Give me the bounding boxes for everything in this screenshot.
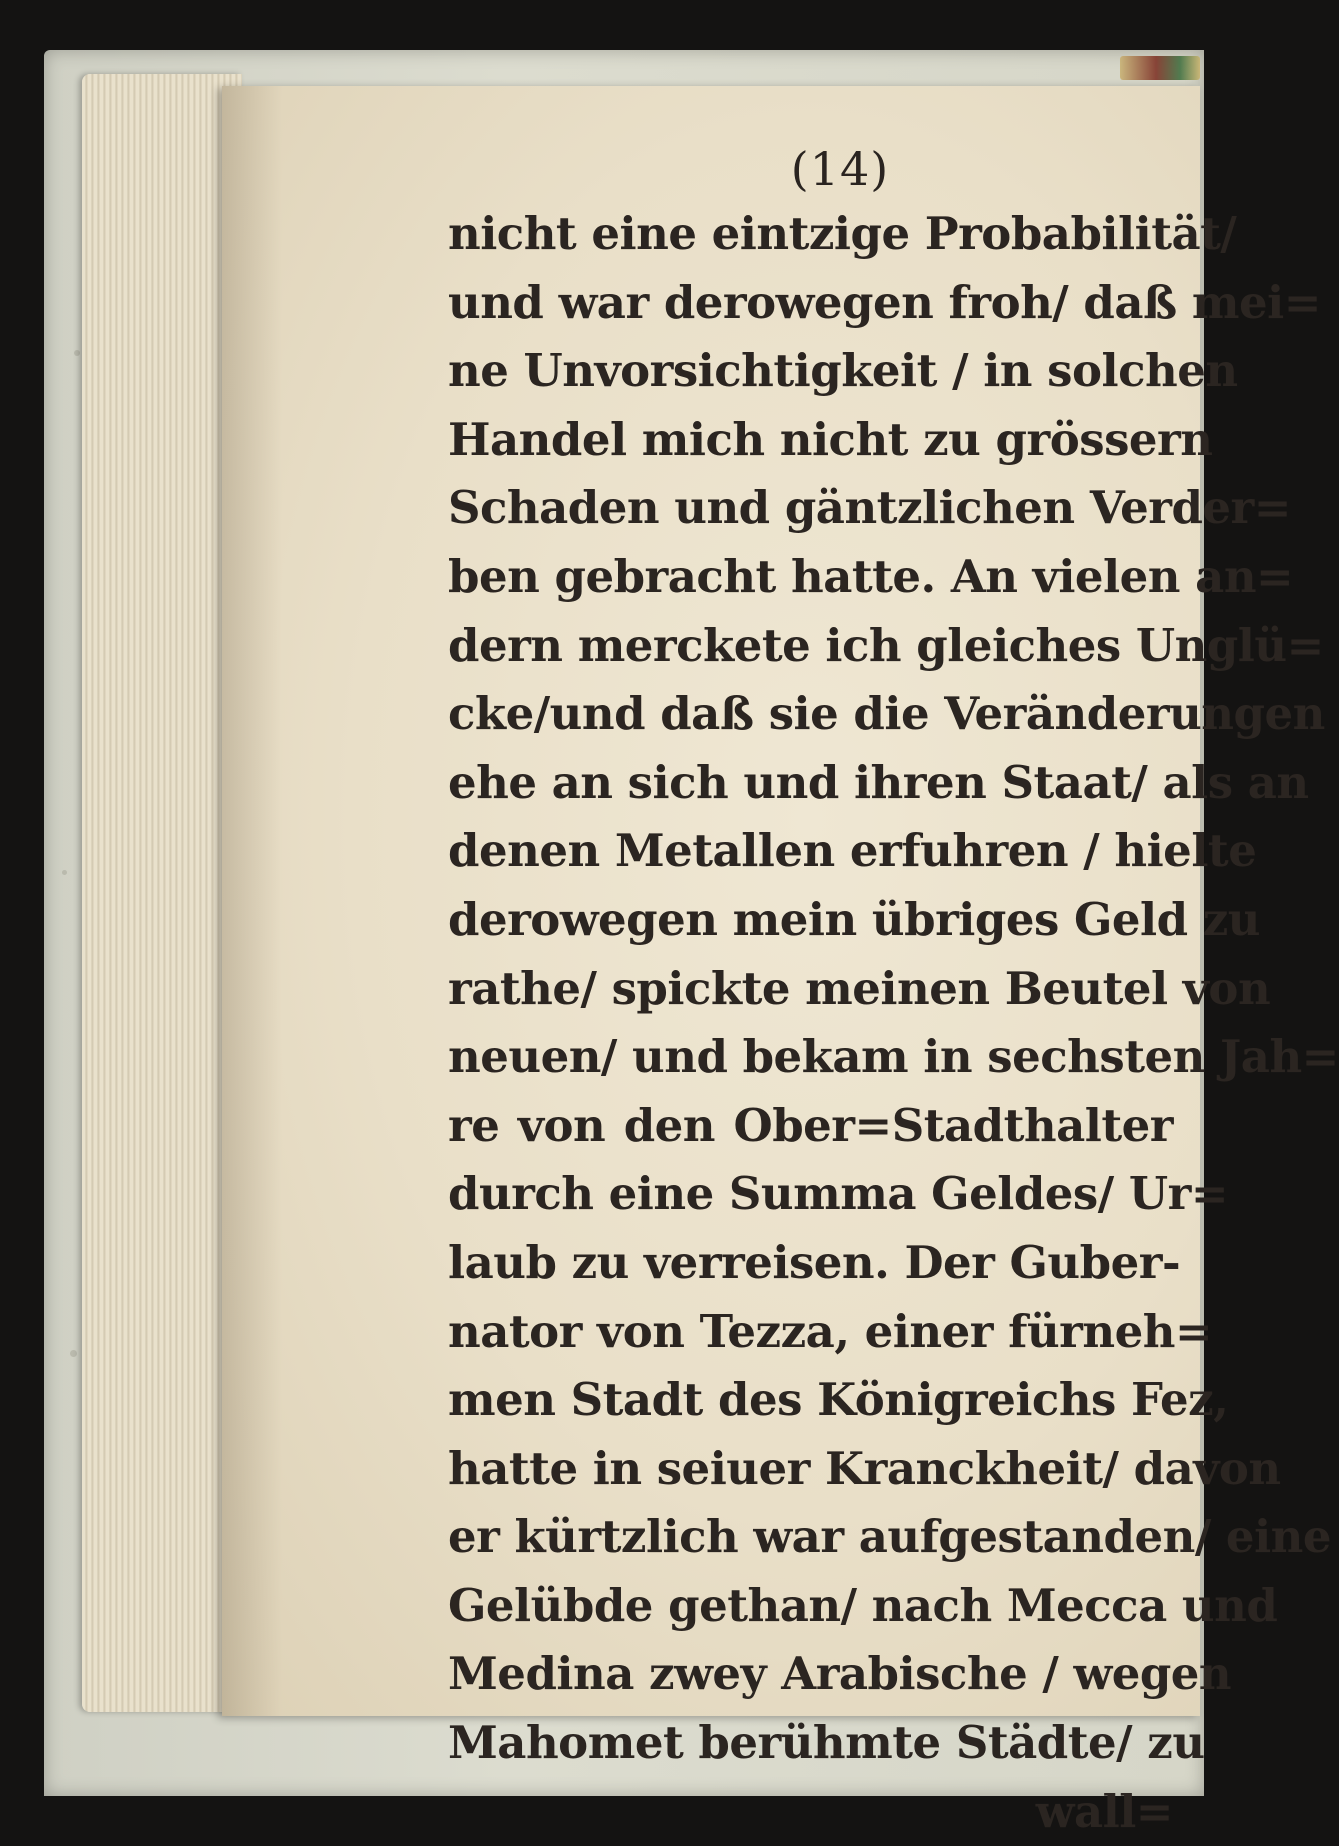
text-line: Medina zwey Arabische / wegen <box>448 1647 1232 1701</box>
text-line: Handel mich nicht zu grössern <box>448 412 1213 466</box>
text-line: dern merckete ich gleiches Unglü= <box>448 618 1324 672</box>
gutter-shadow <box>222 86 282 1716</box>
text-line: hatte in seiuer Kranckheit/ davon <box>448 1441 1281 1495</box>
catchword: wall= <box>1035 1784 1173 1838</box>
text-line: Mahomet berühmte Städte/ zu <box>448 1716 1205 1770</box>
text-line: Gelübde gethan/ nach Mecca und <box>448 1578 1278 1632</box>
text-line: ne Unvorsichtigkeit / in solchen <box>448 344 1238 398</box>
text-line: derowegen mein übriges Geld zu <box>448 892 1261 946</box>
text-line: men Stadt des Königreichs Fez, <box>448 1373 1229 1427</box>
text-line: neuen/ und bekam in sechsten Jah= <box>448 1030 1339 1084</box>
text-line: denen Metallen erfuhren / hielte <box>448 824 1257 878</box>
text-line: re von den Ober=Stadthalter <box>448 1098 1173 1152</box>
text-line: er kürtzlich war aufgestanden/ eine <box>448 1510 1332 1564</box>
text-line: Schaden und gäntzlichen Verder= <box>448 481 1291 535</box>
text-line: durch eine Summa Geldes/ Ur= <box>448 1167 1229 1221</box>
page-text-block <box>448 200 1339 1846</box>
text-line: nator von Tezza, einer fürneh= <box>448 1304 1213 1358</box>
text-line: rathe/ spickte meinen Beutel von <box>448 961 1271 1015</box>
page-edges <box>82 74 242 1712</box>
text-line: nicht eine eintzige Probabilität/ <box>448 207 1237 260</box>
bookmark-ribbon <box>1120 56 1200 80</box>
page-number-header: (14) <box>790 142 890 196</box>
text-line: laub zu verreisen. Der Guber- <box>448 1235 1181 1289</box>
text-line: ben gebracht hatte. An vielen an= <box>448 549 1294 603</box>
text-line: ehe an sich und ihren Staat/ als an <box>448 755 1309 809</box>
text-line: cke/und daß sie die Veränderungen <box>448 687 1325 741</box>
text-line: und war derowegen froh/ daß mei= <box>448 275 1321 329</box>
